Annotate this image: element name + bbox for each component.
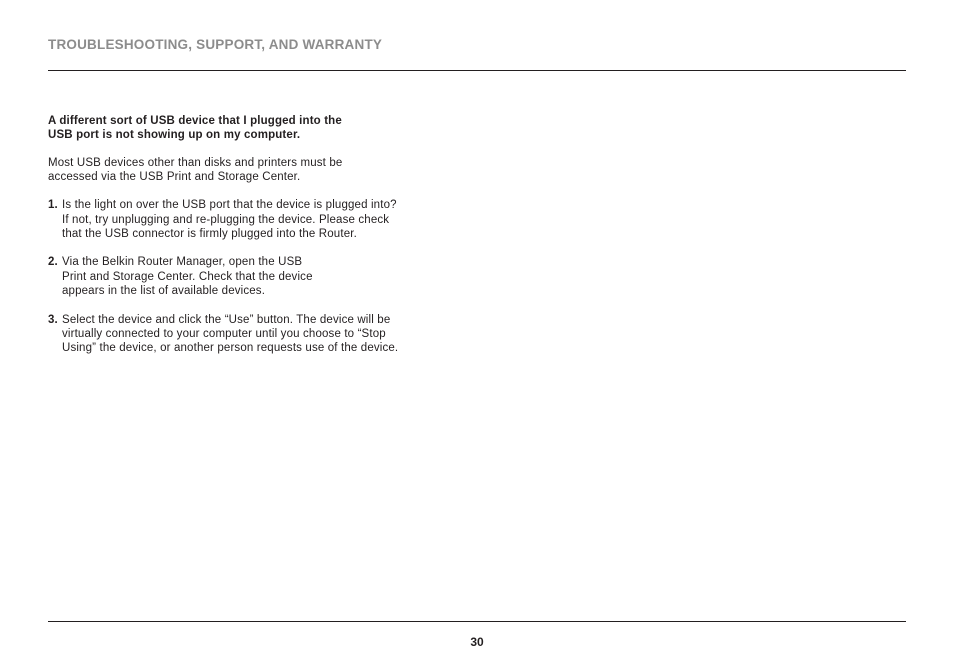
- step-item: [48, 255, 468, 298]
- section-content: [48, 114, 468, 370]
- step-text: [62, 313, 468, 356]
- step-item: [48, 198, 468, 241]
- step-text: [62, 198, 468, 241]
- step-line: appears in the list of available devices.: [62, 284, 266, 297]
- page-number: 30: [470, 635, 484, 649]
- step-number: 3.: [48, 313, 58, 326]
- intro-line: Most USB devices other than disks and printers must be: [48, 156, 343, 169]
- intro-line: accessed via the USB Print and Storage Center.: [48, 171, 301, 184]
- step-line: Print and Storage Center. Check that the device: [62, 270, 313, 283]
- step-number: 2.: [48, 256, 58, 269]
- page-header-title: TROUBLESHOOTING, SUPPORT, AND WARRANTY: [48, 37, 383, 52]
- step-line: virtually connected to your computer until you choose to “Stop: [62, 327, 386, 340]
- step-line: If not, try unplugging and re-plugging the device. Please check: [62, 213, 390, 226]
- section-heading: [48, 114, 468, 142]
- steps-list: [48, 198, 468, 355]
- step-text: [62, 255, 468, 298]
- step-item: [48, 313, 468, 356]
- section-heading-line: USB port is not showing up on my computer.: [48, 129, 301, 142]
- step-line: Using” the device, or another person requests use of the device.: [62, 341, 399, 354]
- step-number: 1.: [48, 199, 58, 212]
- section-heading-line: A different sort of USB device that I plugged into the: [48, 115, 342, 127]
- step-line: that the USB connector is firmly plugged into the Router.: [62, 227, 357, 240]
- footer-rule: [48, 621, 906, 622]
- step-line: Select the device and click the “Use” button. The device will be: [62, 313, 391, 326]
- step-line: Is the light on over the USB port that the device is plugged into?: [62, 199, 397, 212]
- header-rule: [48, 70, 906, 71]
- step-line: Via the Belkin Router Manager, open the USB: [62, 256, 303, 269]
- section-intro: [48, 156, 468, 184]
